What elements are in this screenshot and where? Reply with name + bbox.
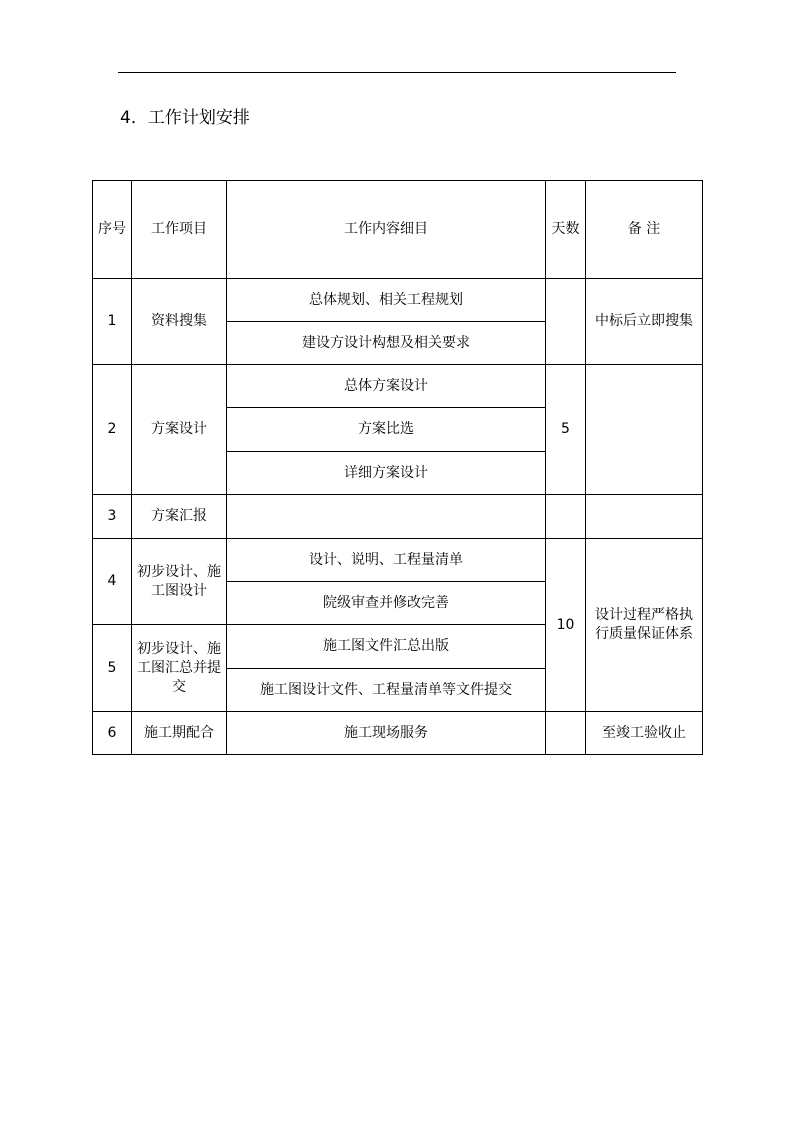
work-plan-table <box>92 180 703 755</box>
header-content: 工作内容细目 <box>227 181 546 279</box>
row-4-5-days: 10 <box>546 539 586 712</box>
table-row <box>93 365 703 408</box>
row-3-content-1 <box>227 495 546 539</box>
row-6-remark: 至竣工验收止 <box>586 712 703 755</box>
table-row <box>93 279 703 322</box>
row-4-no: 4 <box>93 539 132 625</box>
row-1-content-2: 建设方设计构想及相关要求 <box>227 322 546 365</box>
table-row <box>93 712 703 755</box>
row-4-item: 初步设计、施工图设计 <box>132 539 227 625</box>
row-2-remark <box>586 365 703 495</box>
header-item: 工作项目 <box>132 181 227 279</box>
row-1-item: 资料搜集 <box>132 279 227 365</box>
table-row <box>93 539 703 582</box>
row-5-no: 5 <box>93 625 132 712</box>
row-1-no: 1 <box>93 279 132 365</box>
section-title: 4．工作计划安排 <box>120 108 250 128</box>
header-remark: 备 注 <box>586 181 703 279</box>
row-3-remark <box>586 495 703 539</box>
table-row <box>93 495 703 539</box>
row-3-item: 方案汇报 <box>132 495 227 539</box>
row-2-item: 方案设计 <box>132 365 227 495</box>
row-5-item: 初步设计、施工图汇总并提交 <box>132 625 227 712</box>
row-2-content-3: 详细方案设计 <box>227 452 546 495</box>
header-no: 序号 <box>93 181 132 279</box>
row-2-content-1: 总体方案设计 <box>227 365 546 408</box>
row-4-5-remark: 设计过程严格执行质量保证体系 <box>586 539 703 712</box>
header-rule <box>118 72 676 73</box>
row-1-remark: 中标后立即搜集 <box>586 279 703 365</box>
row-2-days: 5 <box>546 365 586 495</box>
table-header-row <box>93 181 703 279</box>
header-days: 天数 <box>546 181 586 279</box>
row-4-content-1: 设计、说明、工程量清单 <box>227 539 546 582</box>
row-6-content-1: 施工现场服务 <box>227 712 546 755</box>
row-1-content-1: 总体规划、相关工程规划 <box>227 279 546 322</box>
row-4-content-2: 院级审查并修改完善 <box>227 582 546 625</box>
row-3-no: 3 <box>93 495 132 539</box>
row-6-no: 6 <box>93 712 132 755</box>
row-5-content-1: 施工图文件汇总出版 <box>227 625 546 669</box>
row-1-days <box>546 279 586 365</box>
row-5-content-2: 施工图设计文件、工程量清单等文件提交 <box>227 669 546 712</box>
row-2-content-2: 方案比选 <box>227 408 546 452</box>
row-6-item: 施工期配合 <box>132 712 227 755</box>
row-6-days <box>546 712 586 755</box>
row-3-days <box>546 495 586 539</box>
row-2-no: 2 <box>93 365 132 495</box>
